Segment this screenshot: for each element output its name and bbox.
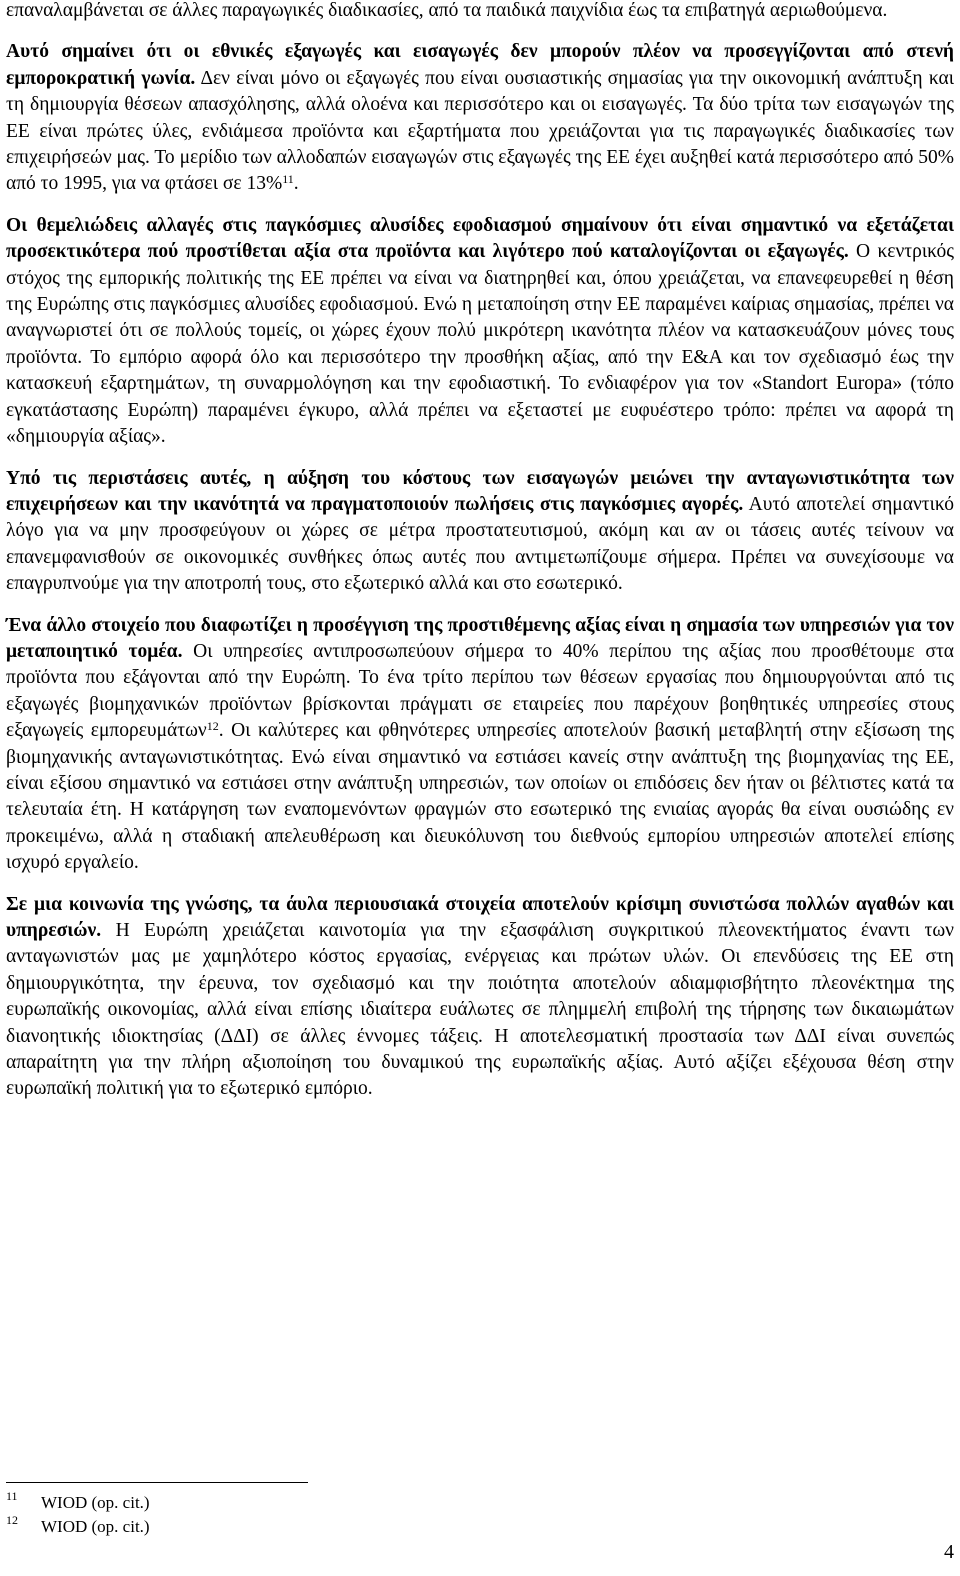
footnote-text: WIOD (op. cit.) bbox=[41, 1493, 150, 1512]
paragraph-2-end: . bbox=[293, 173, 299, 195]
paragraph-5-text-b: . Οι καλύτερες και φθηνότερες υπηρεσίες αποτελούν βασική μεταβλητή στην εξίσωση της βιομηχανικής ανταγωνιστικότητας. Ενώ είναι σημαντικό να εστιάσει κανείς στην ανάπτυξη της βιομηχανίας της ΕΕ, είναι εξίσου σημαντικό να εστιάσει στην ανάπτυξη υπηρεσιών, των οποίων οι επιδόσεις δεν ήταν οι βέλτιστες κατά τα τελευταία έτη. Η κατάργηση των εναπομενόντων φραγμών στο εσωτερικό της ενιαίας αγοράς θα είναι ουσιώδης εν προκειμένω, αλλά η σταδιακή απελευθέρωση και διευκόλυνση του διεθνούς εμπορίου υπηρεσιών αποτελεί επίσης ισχυρό εργαλείο. bbox=[6, 720, 954, 874]
paragraph-4-text: Αυτό αποτελεί σημαντικό λόγο για να μην προσφεύγουν οι χώρες σε μέτρα προστατευτισμού, ακόμη και αν οι τάσεις αυτές τείνουν να επανεμφανισθούν σε οικονομικές συνθήκες όπως αυτές που αντιμετωπίζουμε σήμερα. Πρέπει να συνεχίσουμε να επαγρυπνούμε για την αποτροπή τους, στο εξωτερικό αλλά και στο εσωτερικό. bbox=[6, 493, 954, 595]
paragraph-5-text-a: Οι υπηρεσίες αντιπροσωπεύουν σήμερα το 40% περίπου της αξίας που προσθέτουμε στα προϊόντα που εξάγονται από την Ευρώπη. Το ένα τρίτο περίπου των θέσεων εργασίας που δημιουργούνται από τις εξαγωγές βιομηχανικών προϊόντων βρίσκονται πράγματι σε εταιρείες που παρέχουν βοηθητικές υπηρεσίες στους εξαγωγείς εμπορευμάτων bbox=[6, 640, 954, 742]
paragraph-1-text: επαναλαμβάνεται σε άλλες παραγωγικές διαδικασίες, από τα παιδικά παιχνίδια έως τα επιβατηγά αεριωθούμενα. bbox=[6, 0, 888, 21]
paragraph-3-text: Ο κεντρικός στόχος της εμπορικής πολιτικής της ΕΕ πρέπει να είναι να διατηρηθεί και, όπου χρειάζεται, να επανεφευρεθεί η θέση της Ευρώπης στις παγκόσμιες αλυσίδες εφοδιασμού. Ενώ η μεταποίηση στην ΕΕ παραμένει καίριας σημασίας, πρέπει να αναγνωριστεί ότι σε πολλούς τομείς, οι χώρες έχουν πολύ μικρότερη ικανότητα πλέον να κατασκευάζουν μόνες τους προϊόντα. Το εμπόριο αφορά όλο και περισσότερο την προσθήκη αξίας, από την Ε&Α και τον σχεδιασμό έως την κατασκευή εξαρτημάτων, τη συναρμολόγηση και την εφοδιαστική. Το ενδιαφέρον για τον «Standort Europa» (τόπο εγκατάστασης Ευρώπη) παραμένει έγκυρο, αλλά πρέπει να εξεταστεί με ευφυέστερο τρόπο: πρέπει να αφορά τη «δημιουργία αξίας». bbox=[6, 241, 954, 448]
paragraph-2-emphasis: Αυτό σημαίνει ότι οι εθνικές εξαγωγές και εισαγωγές δεν μπορούν πλέον να προσεγγίζονται από στενή εμποροκρατική γωνία. bbox=[6, 41, 954, 89]
paragraph-5 bbox=[6, 613, 954, 877]
footnote-text: WIOD (op. cit.) bbox=[41, 1517, 150, 1536]
paragraph-6-text: Η Ευρώπη χρειάζεται καινοτομία για την εξασφάλιση συγκριτικού πλεονεκτήματος έναντι των ανταγωνιστών μας με χαμηλότερο κόστος εργασίας, ενέργειας και πρώτων υλών. Οι επενδύσεις της ΕΕ στη δημιουργικότητα, την έρευνα, τον σχεδιασμό και την ποιότητα αποτελούν αδιαμφισβήτητο πλεονέκτημα της ευρωπαϊκής οικονομίας, αλλά είναι επίσης ιδιαίτερα ευάλωτες σε πλημμελή επιβολή της τήρησης των δικαιωμάτων διανοητικής ιδιοκτησίας (ΔΔΙ) σε άλλες έννομες τάξεις. Η αποτελεσματική προστασία των ΔΔΙ είναι συνεπώς απαραίτητη για την πλήρη αξιοποίηση του δυναμικού της ευρωπαϊκής αξίας. Αυτό αξίζει εξέχουσα θέση στην ευρωπαϊκή πολιτική για το εξωτερικό εμπόριο. bbox=[6, 920, 954, 1100]
paragraph-6 bbox=[6, 892, 954, 1103]
footnote-number: 12 bbox=[6, 1513, 18, 1527]
footnote-number: 11 bbox=[6, 1489, 18, 1503]
paragraph-2 bbox=[6, 39, 954, 197]
page-number: 4 bbox=[944, 1541, 954, 1563]
paragraph-4-emphasis: Υπό τις περιστάσεις αυτές, η αύξηση του κόστους των εισαγωγών μειώνει την ανταγωνιστικότητα των επιχειρήσεων και την ικανότητά να πραγματοποιούν πωλήσεις στις παγκόσμιες αγορές. bbox=[6, 467, 954, 515]
paragraph-4 bbox=[6, 466, 954, 598]
footnote-separator bbox=[6, 1482, 308, 1483]
paragraph-5-emphasis: Ένα άλλο στοιχείο που διαφωτίζει η προσέγγιση της προστιθέμενης αξίας είναι η σημασία των υπηρεσιών για τον μεταποιητικό τομέα. bbox=[6, 614, 954, 662]
paragraph-3 bbox=[6, 213, 954, 451]
footnote-ref-11[interactable]: 11 bbox=[282, 172, 294, 187]
document-body bbox=[6, 0, 954, 1118]
paragraph-2-text: Δεν είναι μόνο οι εξαγωγές που είναι ουσιαστικής σημασίας για την οικονομική ανάπτυξη και τη δημιουργία θέσεων απασχόλησης, αλλά ολοένα και περισσότερο και οι εισαγωγές. Τα δύο τρίτα των εισαγωγών της ΕΕ είναι πρώτες ύλες, ενδιάμεσα προϊόντα και εξαρτήματα που χρειάζονται για τις παραγωγικές διαδικασίες των επιχειρήσεών μας. Το μερίδιο των αλλοδαπών εισαγωγών στις εξαγωγές της ΕΕ έχει αυξηθεί κατά περισσότερο από 50% από το 1995, για να φτάσει σε 13% bbox=[6, 67, 954, 195]
paragraph-3-emphasis: Οι θεμελιώδεις αλλαγές στις παγκόσμιες αλυσίδες εφοδιασμού σημαίνουν ότι είναι σημαντικό να εξετάζεται προσεκτικότερα πού προστίθεται αξία στα προϊόντα και λιγότερο πού καταλογίζονται οι εξαγωγές. bbox=[6, 214, 954, 263]
paragraph-6-emphasis: Σε μια κοινωνία της γνώσης, τα άυλα περιουσιακά στοιχεία αποτελούν κρίσιμη συνιστώσα πολλών αγαθών και υπηρεσιών. bbox=[6, 893, 954, 941]
paragraph-1 bbox=[6, 0, 954, 24]
footnote-ref-12[interactable]: 12 bbox=[206, 719, 219, 734]
